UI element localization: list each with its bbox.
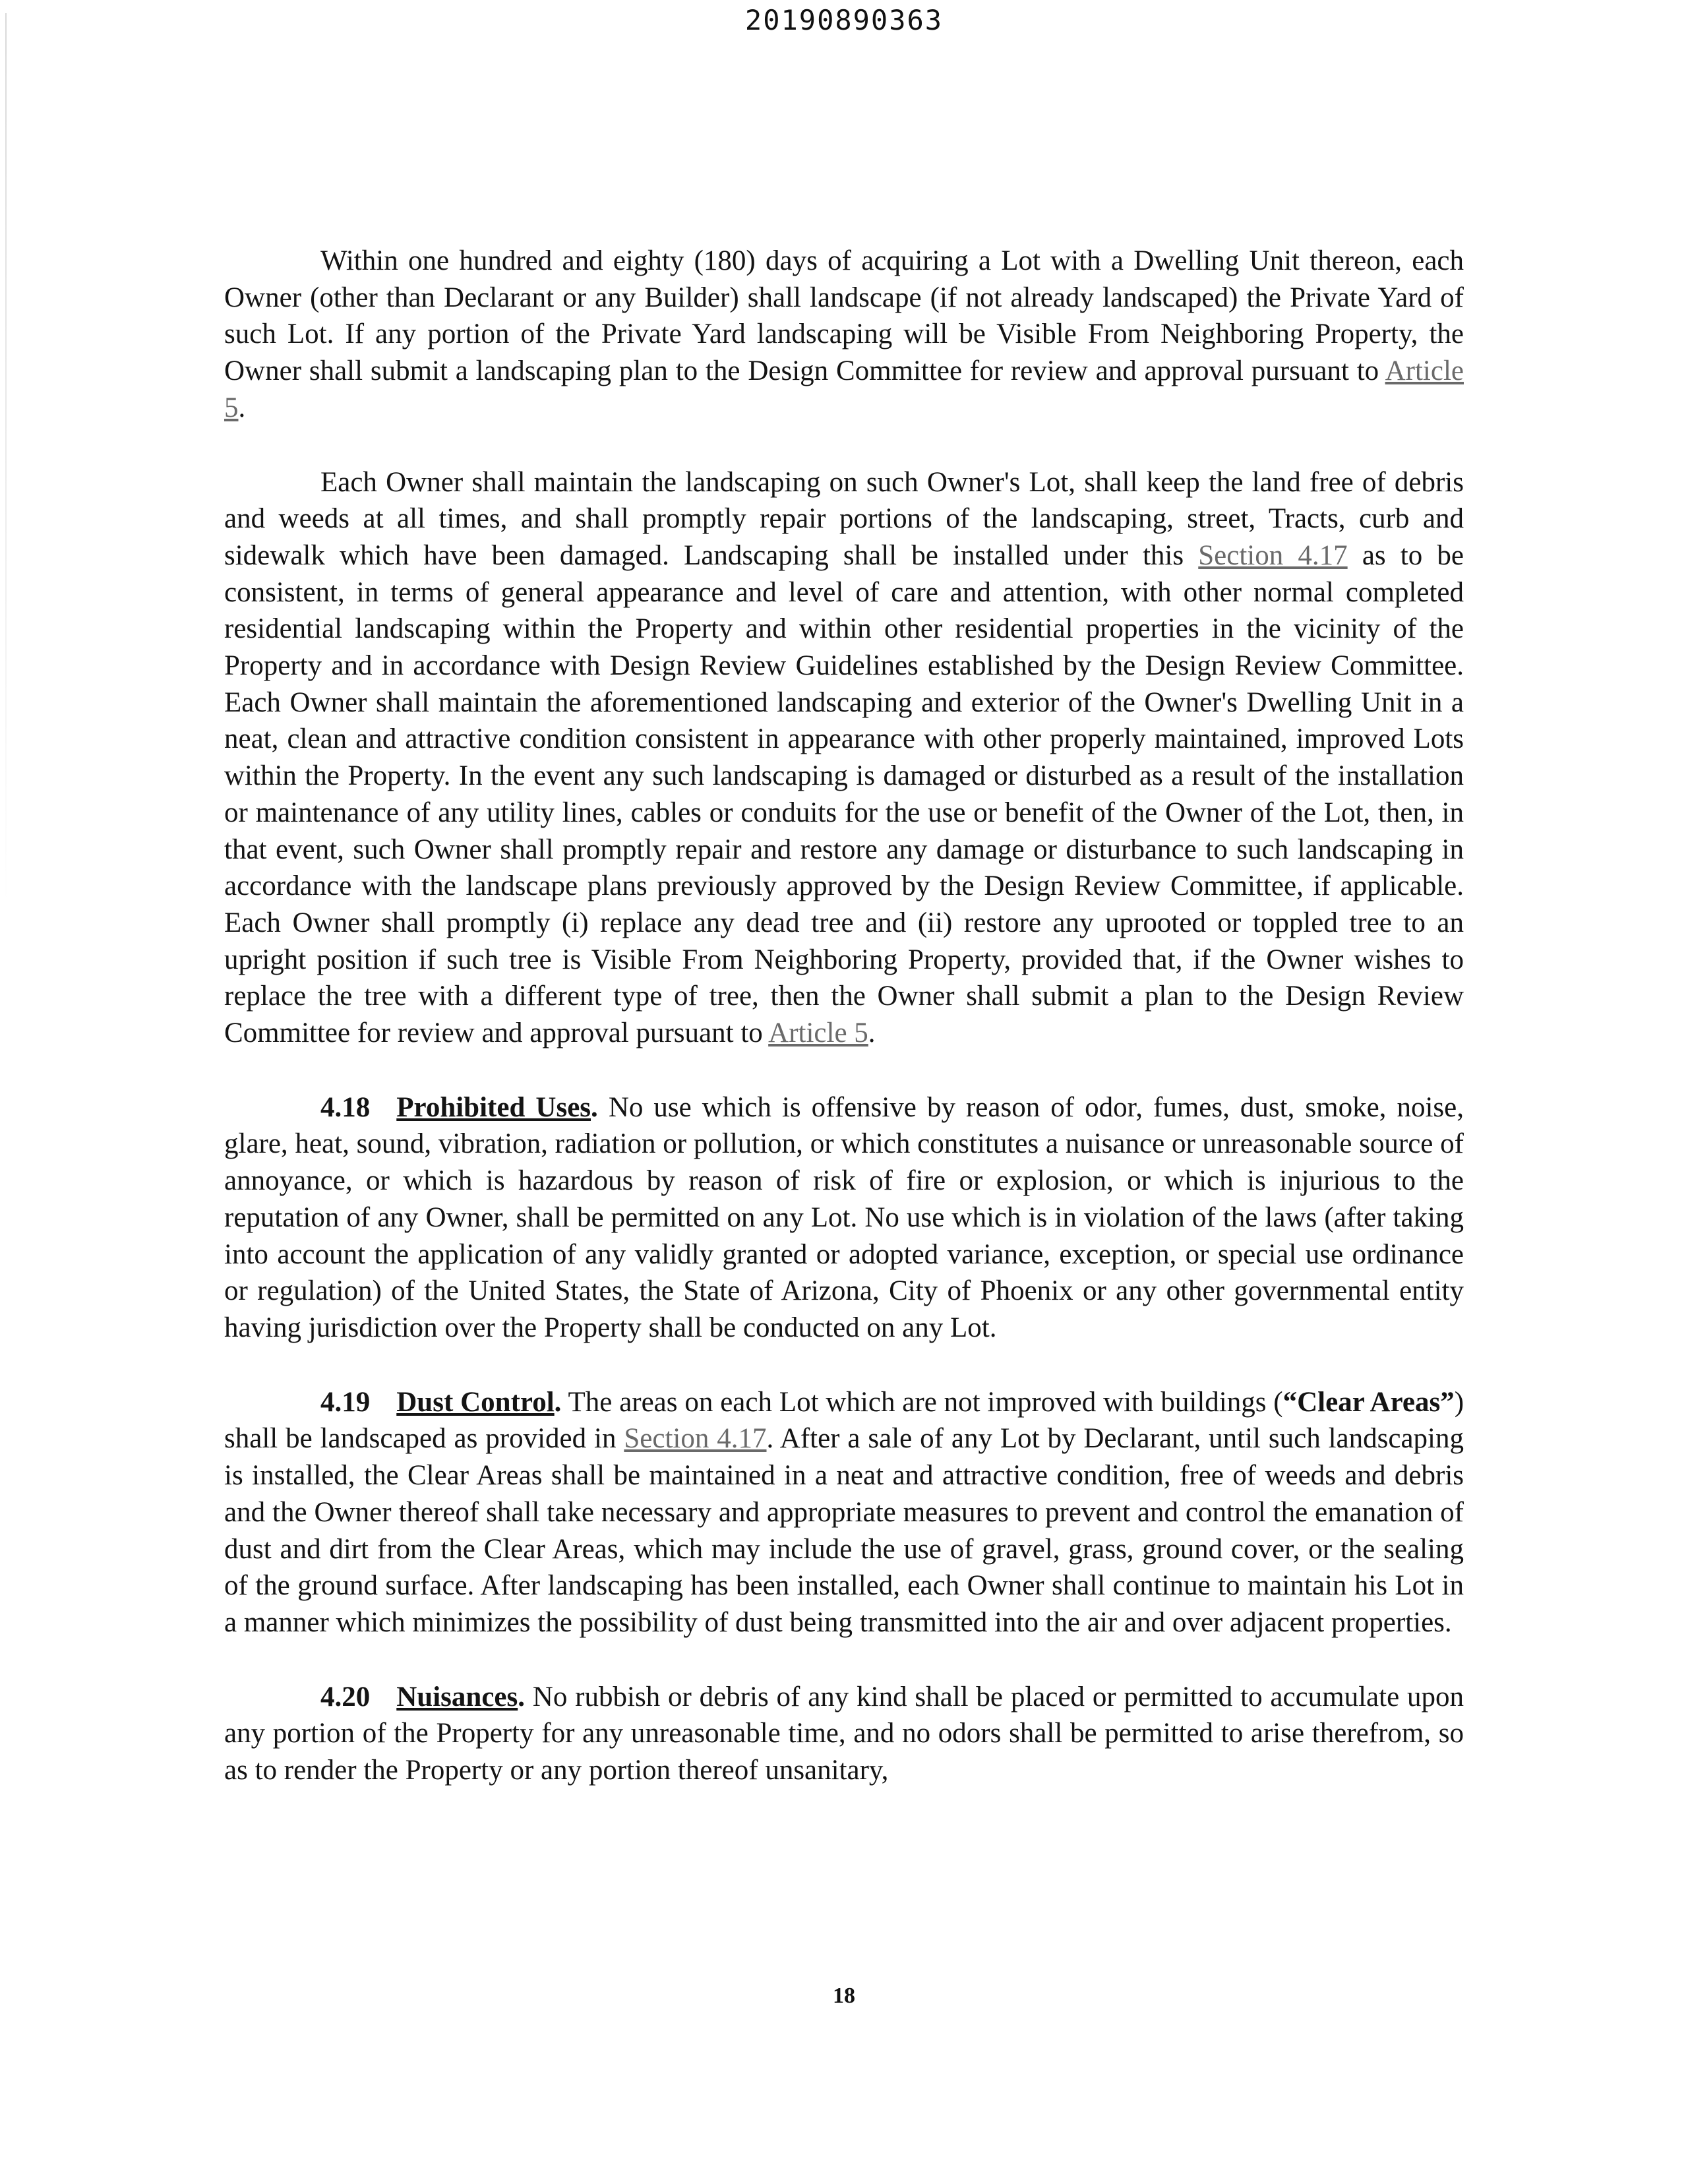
paragraph-text: . xyxy=(238,392,246,423)
section-4-18-prohibited-uses xyxy=(224,1089,1464,1347)
paragraph-text: Within one hundred and eighty (180) days of acquiring a Lot with a Dwelling Unit thereon, each Owner (other than Declarant or any Builder) shall landscape (if not already landscaped) the Private Yard of such Lot. If any portion of the Private Yard landscaping will be Visible From Neighboring Property, the Owner shall submit a landscaping plan to the Design Committee for review and approval pursuant to xyxy=(224,245,1464,387)
section-number: 4.19 xyxy=(320,1386,371,1418)
section-4-19-dust-control xyxy=(224,1384,1464,1641)
section-title: Prohibited Uses xyxy=(396,1091,591,1123)
section-title: Nuisances xyxy=(396,1681,518,1713)
section-text: No rubbish or debris of any kind shall be placed or permitted to accumulate upon any portion of the Property for any unreasonable time, and no odors shall be permitted to arise therefrom, so as to render the Property or any portion thereof unsanitary, xyxy=(224,1681,1464,1786)
paragraph-text: Each Owner shall maintain the landscaping on such Owner's Lot, shall keep the land free of debris and weeds at all times, and shall promptly repair portions of the landscaping, street, Tracts, curb and sidewalk which have been damaged. Landscaping shall be installed under this xyxy=(224,466,1464,571)
document-number: 20190890363 xyxy=(744,4,944,36)
page-number: 18 xyxy=(833,1984,855,2008)
article-5-reference-link[interactable]: Article 5 xyxy=(768,1017,868,1049)
section-number: 4.20 xyxy=(320,1681,371,1713)
section-title-period: . xyxy=(554,1386,562,1418)
paragraph-text: as to be consistent, in terms of general appearance and level of care and attention, with other normal completed residential landscaping within the Property and within other residential properties in the vicinity of the Property and in accordance with Design Review Guidelines established by the Design Review Committee. Each Owner shall maintain the aforementioned landscaping and exterior of the Owner's Dwelling Unit in a neat, clean and attractive condition consistent in appearance with other properly maintained, improved Lots within the Property. In the event any such landscaping is damaged or disturbed as a result of the installation or maintenance of any utility lines, cables or conduits for the use or benefit of the Owner of the Lot, then, in that event, such Owner shall promptly repair and restore any damage or disturbance to such landscaping in accordance with the landscape plans previously approved by the Design Review Committee, if applicable. Each Owner shall promptly (i) replace any dead tree and (ii) restore any uprooted or toppled tree to an upright position if such tree is Visible From Neighboring Property, provided that, if the Owner wishes to replace the tree with a different type of tree, then the Owner shall submit a plan to the Design Review Committee for review and approval pursuant to xyxy=(224,539,1464,1049)
section-4-20-nuisances xyxy=(224,1679,1464,1789)
scan-edge-line xyxy=(5,13,7,903)
landscaping-paragraph-2 xyxy=(224,464,1464,1052)
section-text: ) shall be landscaped as provided in xyxy=(224,1386,1464,1455)
document-body xyxy=(224,243,1464,1789)
section-text: The areas on each Lot which are not improved with buildings ( xyxy=(561,1386,1283,1418)
section-number: 4.18 xyxy=(320,1091,371,1123)
section-4-17-reference-link[interactable]: Section 4.17 xyxy=(624,1423,767,1455)
section-title: Dust Control xyxy=(396,1386,555,1418)
landscaping-paragraph-1 xyxy=(224,243,1464,427)
article-5-reference-link[interactable]: Article 5 xyxy=(224,355,1464,423)
section-4-17-reference-link[interactable]: Section 4.17 xyxy=(1198,539,1348,571)
section-title-period: . xyxy=(591,1091,598,1123)
paragraph-text: . xyxy=(868,1017,876,1049)
section-title-period: . xyxy=(518,1681,525,1713)
defined-term-clear-areas: “Clear Areas” xyxy=(1282,1386,1455,1418)
section-text: No use which is offensive by reason of odor, fumes, dust, smoke, noise, glare, heat, sound, vibration, radiation or pollution, or which constitutes a nuisance or unreasonable source of annoyance, or which is hazardous by reason of risk of fire or explosion, or which is injurious to the reputation of any Owner, shall be permitted on any Lot. No use which is in violation of the laws (after taking into account the application of any validly granted or adopted variance, exception, or special use ordinance or regulation) of the United States, the State of Arizona, City of Phoenix or any other governmental entity having jurisdiction over the Property shall be conducted on any Lot. xyxy=(224,1091,1464,1343)
section-text: . After a sale of any Lot by Declarant, until such landscaping is installed, the Clear Areas shall be maintained in a neat and attractive condition, free of weeds and debris and the Owner thereof shall take necessary and appropriate measures to prevent and control the emanation of dust and dirt from the Clear Areas, which may include the use of gravel, grass, ground cover, or the sealing of the ground surface. After landscaping has been installed, each Owner shall continue to maintain his Lot in a manner which minimizes the possibility of dust being transmitted into the air and over adjacent properties. xyxy=(224,1423,1464,1638)
